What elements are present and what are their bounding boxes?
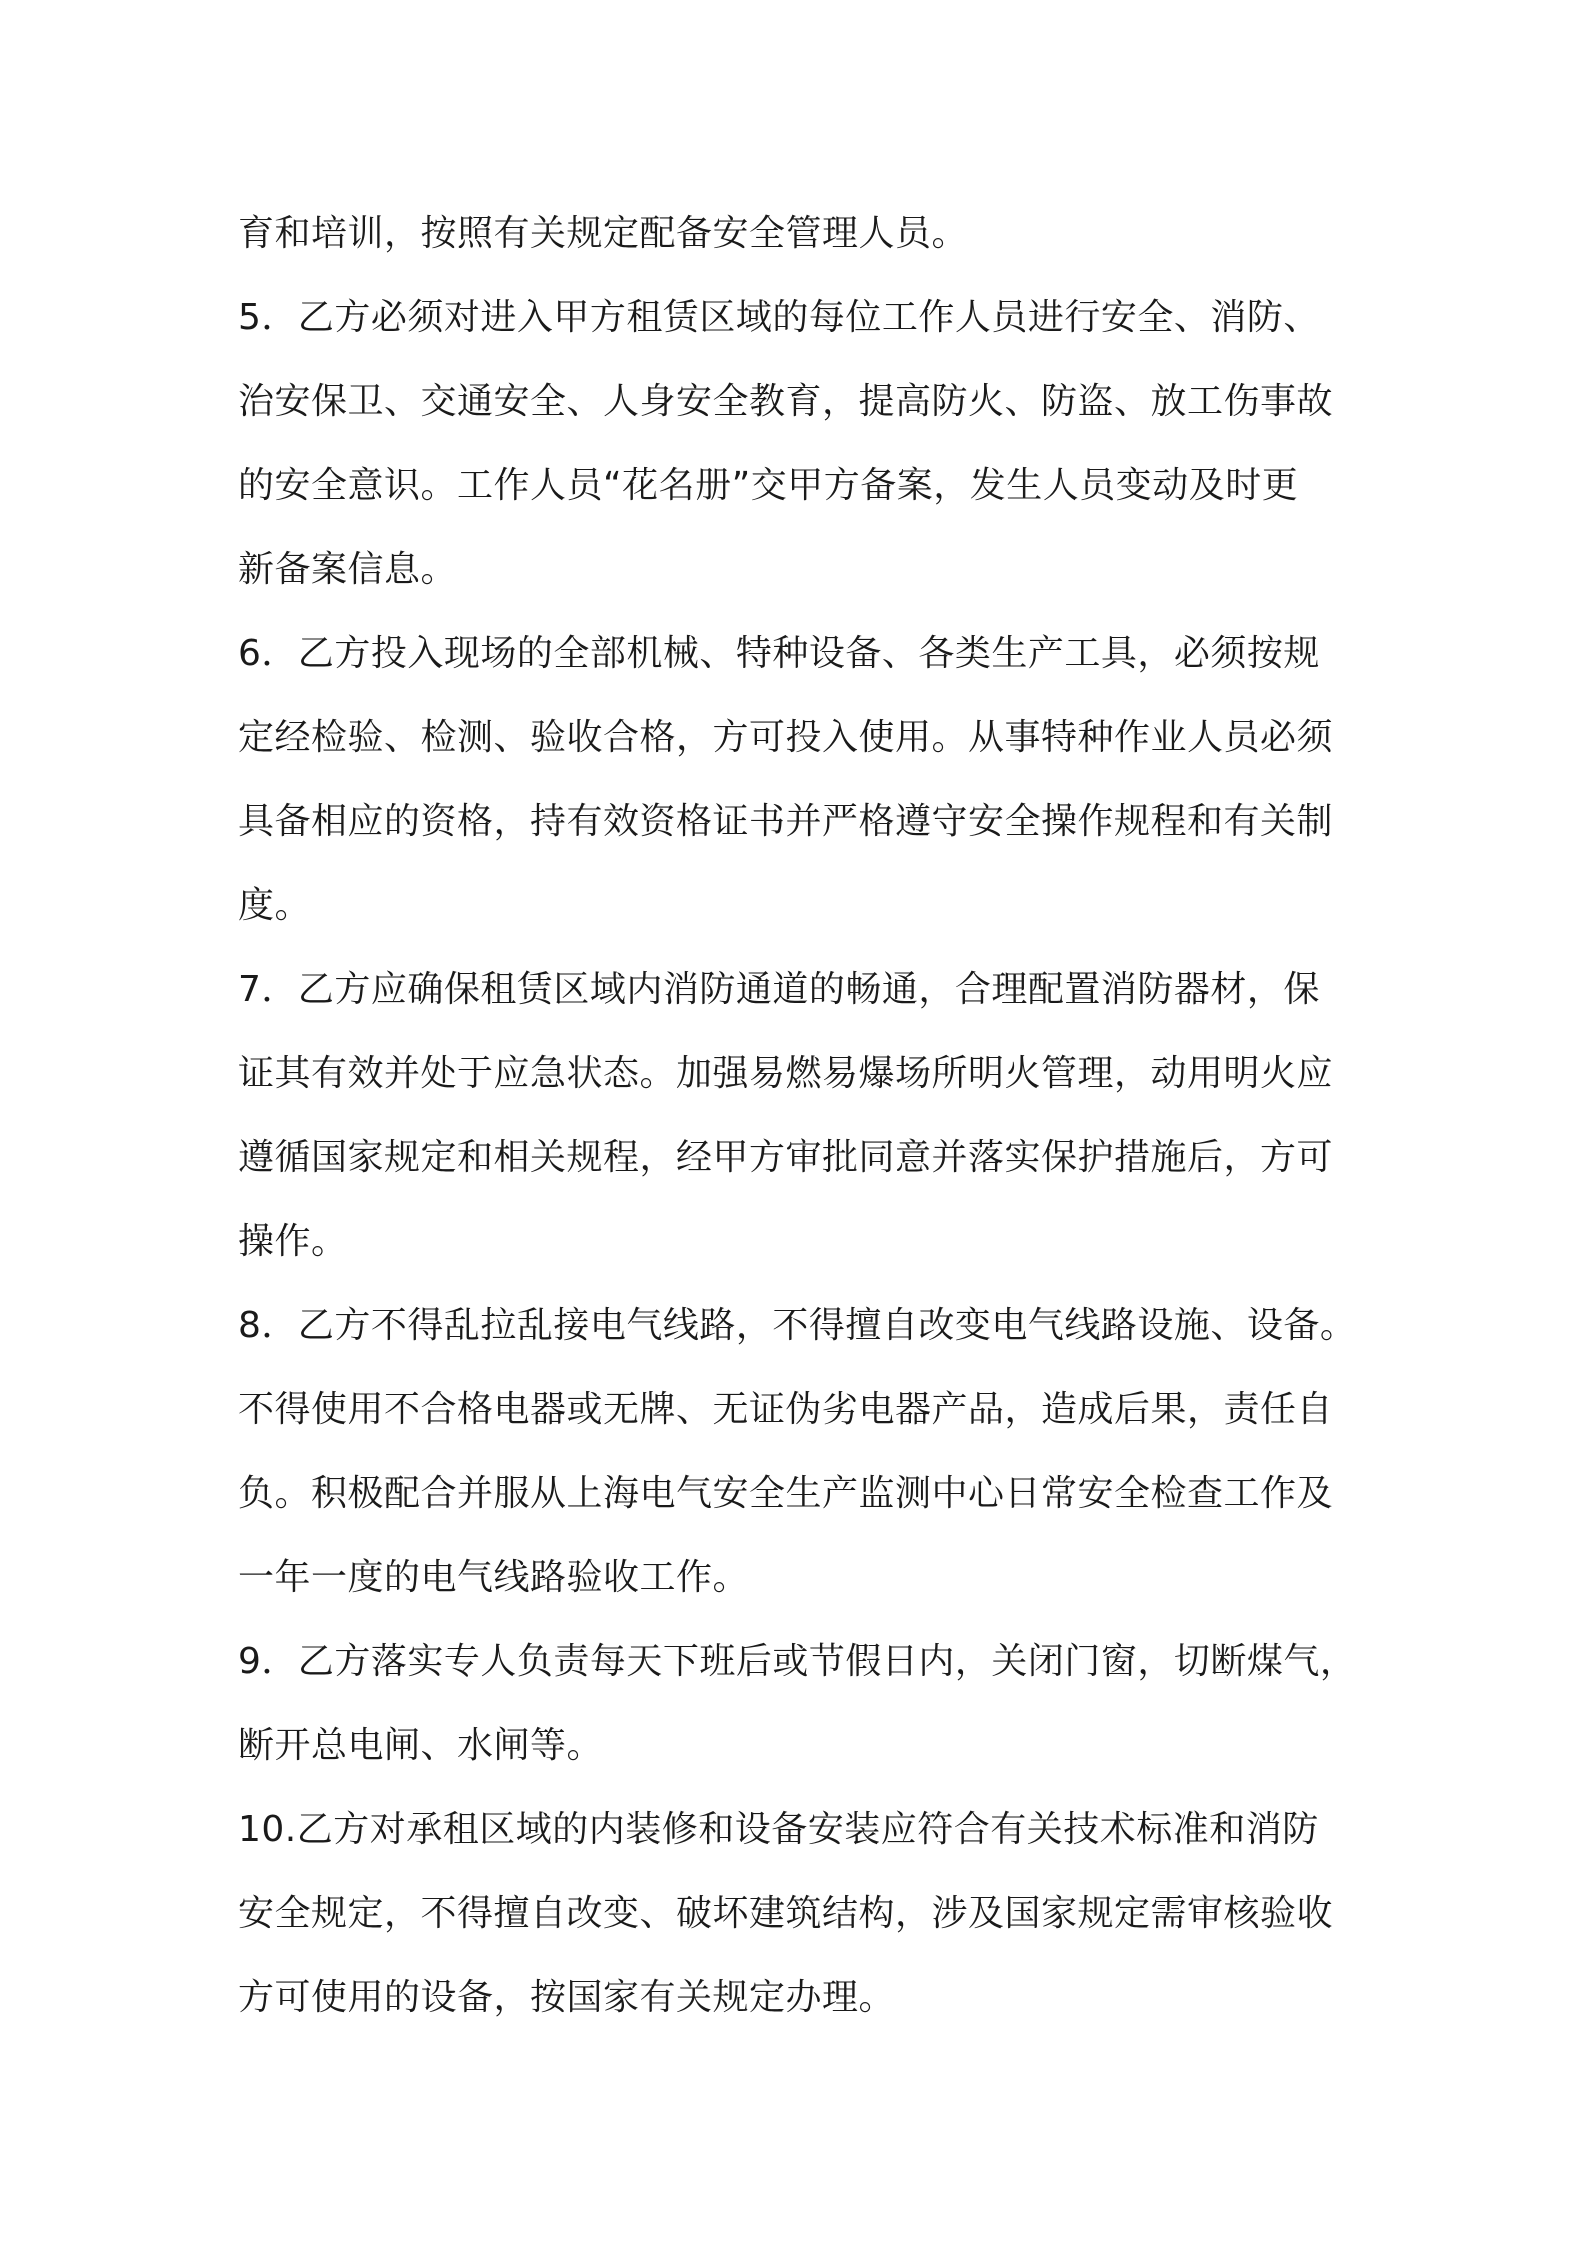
document-body — [238, 192, 1368, 2040]
text-line: 治安保卫、交通安全、人身安全教育，提高防火、防盗、放工伤事故 — [238, 381, 1334, 422]
text-line: 不得使用不合格电器或无牌、无证伪劣电器产品，造成后果，责任自 — [238, 1389, 1334, 1430]
text-line: 9．乙方落实专人负责每天下班后或节假日内，关闭门窗，切断煤气， — [238, 1641, 1357, 1682]
text-line: 安全规定，不得擅自改变、破坏建筑结构，涉及国家规定需审核验收 — [238, 1893, 1334, 1934]
text-line: 证其有效并处于应急状态。加强易燃易爆场所明火管理，动用明火应 — [238, 1053, 1334, 1094]
text-line: 度。 — [238, 885, 312, 926]
text-line: 操作。 — [238, 1221, 348, 1262]
text-line: 具备相应的资格，持有效资格证书并严格遵守安全操作规程和有关制 — [238, 801, 1334, 842]
text-line: 负。积极配合并服从上海电气安全生产监测中心日常安全检查工作及 — [238, 1473, 1334, 1514]
text-line: 定经检验、检测、验收合格，方可投入使用。从事特种作业人员必须 — [238, 717, 1334, 758]
text-line: 遵循国家规定和相关规程，经甲方审批同意并落实保护措施后，方可 — [238, 1137, 1334, 1178]
text-line: 一年一度的电气线路验收工作。 — [238, 1557, 750, 1598]
text-line: 方可使用的设备，按国家有关规定办理。 — [238, 1977, 896, 2018]
text-line: 5．乙方必须对进入甲方租赁区域的每位工作人员进行安全、消防、 — [238, 297, 1320, 338]
text-line: 6．乙方投入现场的全部机械、特种设备、各类生产工具，必须按规 — [238, 633, 1320, 674]
text-line: 7．乙方应确保租赁区域内消防通道的畅通，合理配置消防器材，保 — [238, 969, 1320, 1010]
text-line: 断开总电闸、水闸等。 — [238, 1725, 604, 1766]
text-line: 8．乙方不得乱拉乱接电气线路，不得擅自改变电气线路设施、设备。 — [238, 1305, 1357, 1346]
text-line: 育和培训，按照有关规定配备安全管理人员。 — [238, 213, 969, 254]
text-line: 10.乙方对承租区域的内装修和设备安装应符合有关技术标准和消防 — [238, 1809, 1319, 1850]
text-line: 新备案信息。 — [238, 549, 458, 590]
text-line: 的安全意识。工作人员“花名册”交甲方备案，发生人员变动及时更 — [238, 465, 1299, 506]
